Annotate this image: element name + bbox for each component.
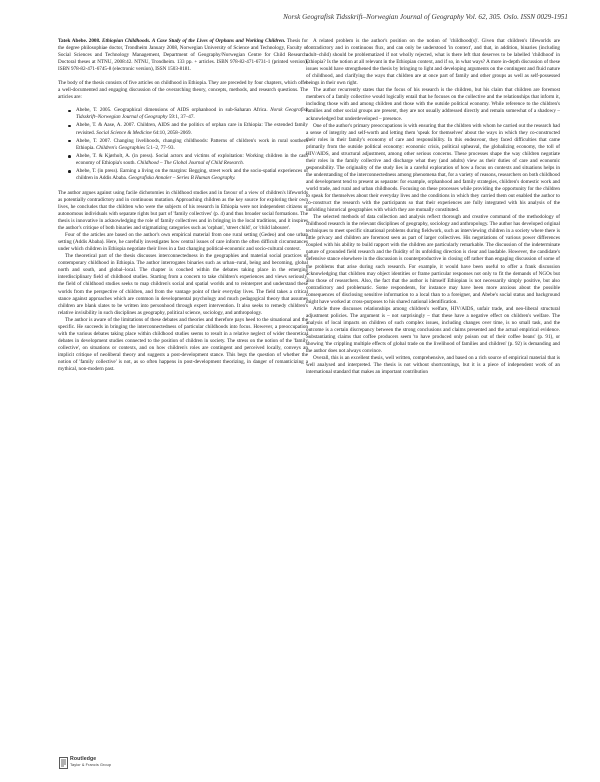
citation-details: Thesis for the degree philosophiae doctor, Trondheim January 2008, Norwegian University of Science and Technology, Faculty of Social Sciences and Technology Management, Department of Geography/Norwegian Centre for Child Research. Doctoral theses at NTNU, 2008:42. NTNU, Trondheim. 133 pp. + articles. ISBN 978-82-471-6731-1 (printed version), ISBN 978-82-471-6745-8 (electronic version), ISSN 1503-8181. (58, 38, 308, 73)
routledge-logo-icon (59, 757, 68, 769)
thesis-citation (58, 38, 308, 73)
article-item: Abebe, T. & Kjørholt, A. (in press). Social actors and victims of exploitation: Working children in the cash economy of Ethiopia's south. Childhood – The Global Journal of Child Research. (68, 153, 308, 167)
body-paragraph: Overall, this is an excellent thesis, well written, comprehensive, and based on a rich source of empirical material that is well analysed and interpreted. The thesis is not without shortcomings, but it is a piece of independent work of an international standard that makes an important contribution (306, 355, 560, 376)
body-paragraph: The author is aware of the limitations of these debates and theories and therefore pays heed to the situational and the specific. He succeeds in bringing the interconnectedness of particular childhoods into focus. However, a preoccupation with the various debates taking place within childhood studies seems to result in a relative neglect of wider theoretical debates in development studies connected to the position of children in society. The stress on the notion of the 'family collective', on situations or contexts, and on how children's roles are contingent and perceived locally, conveys an implicit critique of neoliberal theory and suggests a post-development stance. This begs the question of whether the notion of 'family collective' is not, as so often happens in post-development theorizing, in danger of romanticizing a mythical, non-modern past. (58, 316, 308, 373)
article-item: Abebe, T. 2007. Changing livelihoods, changing childhoods: Patterns of children's work in rural southern Ethiopia. Children's Geographies 5:1–2, 77–93. (68, 138, 308, 152)
article-item: Abebe, T. & Aase, A. 2007. Children, AIDS and the politics of orphan care in Ethiopia: The extended family revisited. Social Science & Medicine 64:10, 2058–2069. (68, 122, 308, 136)
body-paragraph: Four of the articles are based on the author's own empirical material from one rural setting (Gedeo) and one urban setting (Addis Ababa). Here, he carefully investigates how central issues of care inform the often difficult circumstances under which children in Ethiopia negotiate their lives in a fast changing political-economic and socio-cultural context. (58, 232, 308, 253)
left-column (58, 38, 308, 373)
publisher-name: Routledge Taylor & Francis Group (70, 756, 112, 767)
body-paragraph: One of the author's primary preoccupations is with ensuring that the children with whom he carried out the research had a sense of integrity and self-worth and letting them 'speak for themselves' about the ways in which they co-constructed their roles in their family's economy of care and responsibility. In this endeavour, they faced difficulties that came primarily from the outside political economy: economic crisis, political upheaval, the globalizing economy, the toll of HIV/AIDS, and structural adjustment, among other serious concerns. These processes shape the way children negotiate their roles in the family collective and discharge what they (and adults) view as their duties of care and economic responsibility. The originality of the study lies in a careful exploration of how a focus on contexts and situations helps in the understanding of the interconnectedness among phenomena that, for a variety of reasons, researchers on both childhood and development tend to present as separate: for example, orphanhood and family strategies, children's domestic work and world trade, and rural and urban childhoods. Focusing on these processes while providing the opportunity for the children to speak for themselves about their everyday lives and the conditions in which they carried them out enabled the author to co-construct the research with the participants so that their experiences are fully integrated with his analysis of the unfolding historical geographies with which they are mutually constituted. (306, 122, 560, 214)
article-item: Abebe, T. 2005. Geographical dimensions of AIDS orphanhood in sub-Saharan Africa. Norsk Geografisk Tidsskrift–Norwegian Journal of Geography 59:1, 37–47. (68, 107, 308, 121)
body-paragraph: The author argues against using facile dichotomies in childhood studies and in favour of a view of children's lifeworlds as potentially contradictory and in continuous mutation. Approaching children as the key source for exploring their own lives, he concludes that the children who were the subjects of his research in Ethiopia were not independent citizens or autonomous individuals with separate rights but part of 'family collectives' (p. 4) and thus broader social formations. The thesis is innovative in acknowledging the role of family collectives and in bringing in the local traditions, and it inspires the author's critique of both binaries and stigmatizing categories such as 'orphan', 'street child', or 'child labourer'. (58, 189, 308, 232)
article-item: Abebe, T. (in press). Earning a living on the margins: Begging, street work and the socio-spatial experiences of children in Addis Ababa. Geografiska Annaler – Series B Human Geography. (68, 168, 308, 182)
citation-title: Ethiopian Childhoods. A Case Study of the Lives of Orphans and Working Children. (102, 38, 286, 44)
body-paragraph: The selected methods of data collection and analysis reflect thorough and creative command of the methodology of childhood research in the relevant disciplines of geography, sociology and anthropology. The author has developed original techniques to meet specific situational problems during fieldwork, such as interviewing children in a society where there is little privacy and children are foremost seen as part of larger collectives. His negotiations of various power differences coupled with his ability to build rapport with the children are particularly remarkable. The discussion of the indeterminate nature of grounded field research and the fluidity of its unfolding direction is clear and laudable. However, the candidate's defensive stance elsewhere in the discussion is counterproductive in closing off rather than engaging discussion of some of the problems that arise during such research. For example, it would have been useful to offer a frank discussion acknowledging that children may object identities or frame particular responses not only to fit the demands of NGOs but also those of researchers. Also, the fact that the author is himself Ethiopian is not necessarily simply positive, but also contradictory and problematic. Some respondents, for instance may have been more anxious about the possible consequences of disclosing sensitive information to a local than to a foreigner, and Abebe's social status and background might have worked at cross-purposes to his shared national identification. (306, 214, 560, 305)
journal-header: Norsk Geografisk Tidsskrift–Norwegian Journal of Geography Vol. 62, 305. Oslo. ISSN 0029-1951 (283, 13, 568, 21)
body-paragraph: The author recurrently states that the focus of his research is the children, but his claim that children are foremost members of a family collective would logically entail that he focuses on the collective and the relationships that inform it, including those with and among children and those with the outside political economy. While reference to the children's families and other social groups are present, they are not usually addressed directly and remain somewhat of a shadowy – acknowledged but underdeveloped – presence. (306, 87, 560, 122)
body-paragraph: Article three discusses relationships among children's welfare, HIV/AIDS, unfair trade, and neo-liberal structural adjustment policies. The argument is – not surprisingly – that these have a negative effect on children's welfare. The analysis of local impacts on children of such complex issues, including changes over time, is no small task, and the outcome is a certain discrepancy between the strong conclusions and claims presented and the actual empirical evidence. Substantiating claims that coffee producers seem 'to have produced only poison out of their coffee beans' (p. 91), or showing 'the crippling multiple effects of global trade on the livelihood of families and children' (p. 92) is demanding and the author does not always convince. (306, 305, 560, 355)
body-paragraph: The theoretical part of the thesis discusses interconnectedness in the geographies and material social practices of contemporary childhood in Ethiopia. The author interrogates binaries such as urban–rural, being and becoming, global north and south, and global–local. The chapter is couched within the debates taking place in the emerging interdisciplinary field of childhood studies. Starting from a concern to take children's experiences and views seriously, the field of childhood studies seeks to map children's social and spatial worlds and to reinterpret and understand these worlds from the perspective of children, and from the vantage point of their everyday lives. The field takes a critical stance against approaches which are common in developmental psychology and much pedagogical theory that assumes children are blank slates to be written into personhood through expert intervention. It also seeks to remedy children's relative invisibility in such disciplines as geography, political science, sociology, and anthropology. (58, 253, 308, 316)
article-list (58, 107, 308, 181)
citation-author: Tatek Abebe. 2008. (58, 38, 101, 44)
body-paragraph: A related problem is the author's position on the notion of 'childhood(s)'. Given that children's lifeworlds are contradictory and in continuous flux, and can only be understood 'in context', and that, in addition, binaries (including adult–child) should be problematized if not wholly rejected, what is there left that deserves to be labelled 'childhood' in Ethiopia? Is the notion at all relevant in the Ethiopian context, and if so, in what ways? A more in-depth discussion of these issues would have strengthened the thesis by bringing to light and developing arguments on the contingent and fluid nature of childhood, and clarifying the ways that children are at once part of family and other groups as well as self-possessed beings in their own right. (306, 38, 560, 87)
right-column (306, 38, 560, 376)
intro-paragraph: The body of the thesis consists of five articles on childhood in Ethiopia. They are preceded by four chapters, which offer a well-documented and engaging discussion of the overarching theory, concepts, methods, and research questions. The articles are: (58, 80, 308, 101)
publisher-logo (59, 756, 119, 770)
